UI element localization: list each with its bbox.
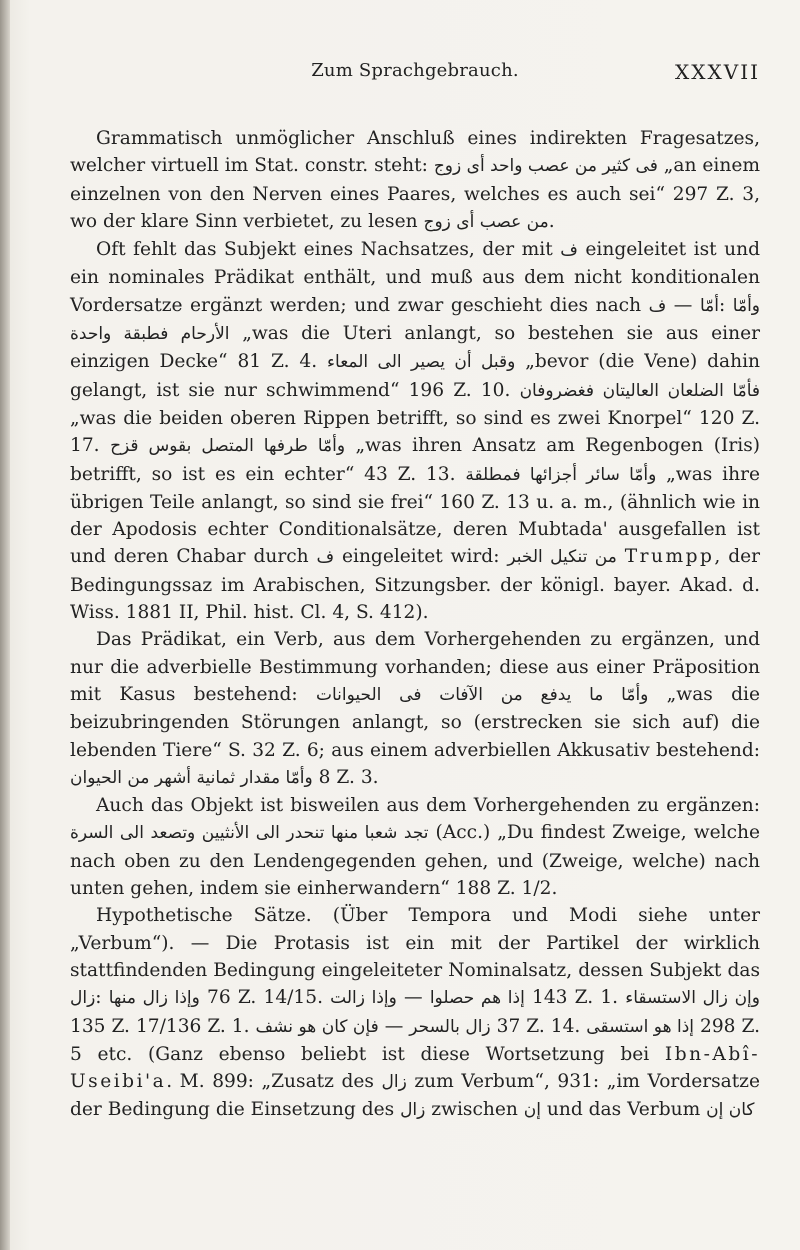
arabic-particle: ف (648, 295, 667, 316)
arabic-example: وإذا زالت (330, 988, 397, 1009)
arabic-particle: أمّا (699, 295, 719, 316)
arabic-word: زال (381, 1072, 407, 1093)
arabic-example: فى كثير من عصب واحد أى زوج (433, 156, 658, 177)
arabic-word: زال (70, 988, 96, 1009)
paragraph-missing-object: Auch das Objekt ist bisweilen aus dem Vorhergehenden zu ergänzen: تجد شعبا منها تنحدر الى الأنثيين وتصعد الى السرة (Acc.) „Du findest Zweige, welche nach oben zu den Lendengegenden gehen, und (Zweige, welche) nach unten gehen, indem sie einherwandern“ 188 Z. 1/2. (70, 795, 760, 900)
author-name: Trumpp (624, 546, 715, 568)
arabic-example: فأمّا الضلعان العاليتان فغضروفان (519, 380, 761, 401)
arabic-word: زال (400, 1100, 426, 1121)
arabic-example: وإن زال الاستسقاء (625, 988, 760, 1009)
page-binding-edge (0, 0, 10, 1250)
arabic-example: إذا هم حصلوا (429, 988, 525, 1009)
arabic-example: وأمّا ما يدفع من الآفات فى الحيوانات (315, 684, 649, 705)
paragraph-missing-subject: Oft fehlt das Subjekt eines Nachsatzes, der mit ف eingeleitet ist und ein nominales Prädikat enthält, und muß aus dem nicht konditionalen Vordersatze ergänzt werden; und zwar geschieht dies nach ف — أمّا: وأمّا الأرحام فطبقة واحدة „was die Uteri anlangt, so bestehen sie aus einer einzigen Decke“ 81 Z. 4. وقبل أن يصير الى المعاء „bevor (die Vene) dahin gelangt, ist sie nur schwimmend“ 196 Z. 10. فأمّا الضلعان العاليتان فغضروفان „was die beiden oberen Rippen betrifft, so sind es zwei Knorpel“ 120 Z. 17. وأمّا طرفها المتصل بقوس قزح „was ihren Ansatz am Regenbogen (Iris) betrifft, so ist es ein echter“ 43 Z. 13. وأمّا سائر أجزائها فمطلقة „was ihre übrigen Teile anlangt, so sind sie frei“ 160 Z. 13 u. a. m., (ähnlich wie in der Apodosis echter Conditionalsätze, deren Mubtada' ausgefallen ist und deren Chabar durch ف eingeleitet wird: من تنكيل الخبر Trumpp, der Bedingungssaz im Arabischen, Sitzungsber. der königl. bayer. Akad. d. Wiss. 1881 II, Phil. hist. Cl. 4, S. 412). (70, 239, 761, 624)
author-name: Ibn-Abî-Useibi'a (70, 1043, 760, 1093)
paragraph-missing-predicate: Das Prädikat, ein Verb, aus dem Vorhergehenden zu ergänzen, und nur die adverbielle Bestimmung vorhanden; diese aus einer Präposition mit Kasus bestehend: وأمّا ما يدفع من الآفات فى الحيوانات „was die beizubringenden Störungen anlangt, so (erstrecken sie sich auf) die lebenden Tiere“ S. 32 Z. 6; aus einem adverbiellen Akkusativ bestehend: وأمّا مقدار ثمانية أشهر من الحيوان 8 Z. 3. (70, 629, 760, 788)
arabic-example: تجد شعبا منها تنحدر الى الأنثيين وتصعد الى السرة (70, 823, 429, 844)
paragraph-hypothetical-clauses: Hypothetische Sätze. (Über Tempora und Modi siehe unter „Verbum“). — Die Protasis ist ein mit der Partikel der wirklich stattfindenden Bedingung eingeleiteter Nominalsatz, dessen Subjekt das زال: وإذا زال منها 76 Z. 14/15. وإذا زالت — إذا هم حصلوا 143 Z. 1. وإن زال الاستسقاء 135 Z. 17/136 Z. 1. فإن كان هو نشف — زال بالسحر 37 Z. 14. إذا هو استسقى 298 Z. 5 etc. (Ganz ebenso beliebt ist diese Wortsetzung bei Ibn-Abî-Useibi'a. M. 899: „Zusatz des زال zum Verbum“, 931: „im Vordersatze der Bedingung die Einsetzung des زال zwischen إن und das Verbum كان إن (70, 905, 760, 1121)
paragraph-indirect-question: Grammatisch unmöglicher Anschluß eines indirekten Fragesatzes, welcher virtuell im Stat. constr. steht: فى كثير من عصب واحد أى زوج „an einem einzelnen von den Nerven eines Paares, welches es auch sei“ 297 Z. 3, wo der klare Sinn verbietet, zu lesen من عصب أى زوج. (70, 128, 760, 232)
arabic-example: وإذا زال منها (108, 988, 200, 1009)
arabic-example: وأمّا طرفها المتصل بقوس قزح (110, 436, 346, 457)
running-title: Zum Sprachgebrauch. (311, 60, 519, 81)
arabic-particle: ف (560, 240, 578, 261)
arabic-example: وأمّا مقدار ثمانية أشهر من الحيوان (70, 767, 313, 788)
arabic-example: إذا هو استسقى (586, 1016, 695, 1037)
arabic-particle: ف (316, 547, 335, 568)
arabic-example: زال بالسحر (409, 1016, 491, 1037)
arabic-example: فإن كان هو نشف (255, 1016, 379, 1037)
arabic-word: إن (523, 1100, 541, 1121)
arabic-word: كان إن (706, 1100, 755, 1121)
page-header (70, 60, 760, 88)
arabic-example: وأمّا سائر أجزائها فمطلقة (465, 464, 657, 485)
page-number: XXXVII (675, 60, 760, 84)
arabic-example: وأمّا الأرحام فطبقة واحدة (70, 295, 760, 345)
arabic-example: وقبل أن يصير الى المعاء (327, 352, 516, 373)
arabic-example: من تنكيل الخبر (507, 547, 617, 568)
arabic-example: من عصب أى زوج (423, 211, 549, 232)
body-text (70, 125, 760, 1125)
